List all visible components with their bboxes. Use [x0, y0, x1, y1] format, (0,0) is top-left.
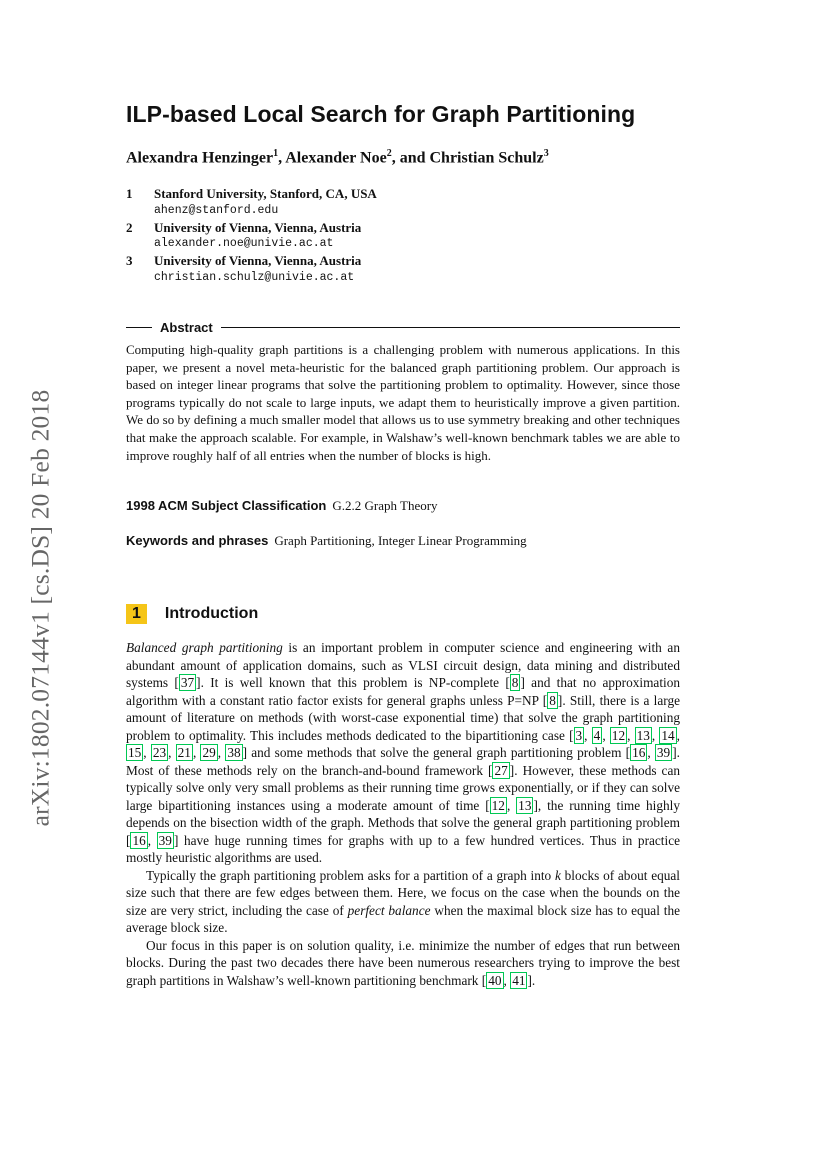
acm-label: 1998 ACM Subject Classification	[126, 498, 327, 513]
author-affiliation-mark: 3	[543, 148, 549, 159]
affiliation-row	[126, 253, 680, 270]
citation-link[interactable]: 23	[152, 745, 167, 760]
affiliation-name: Stanford University, Stanford, CA, USA	[154, 186, 377, 201]
affiliation-email[interactable]: christian.schulz@univie.ac.at	[154, 270, 355, 284]
citation-link[interactable]: 8	[511, 675, 519, 690]
keywords-value: Graph Partitioning, Integer Linear Programming	[274, 533, 527, 548]
author-list	[126, 148, 549, 167]
citation-link[interactable]: 39	[158, 832, 172, 848]
emphasized-text: k	[554, 867, 561, 883]
affiliation-list	[126, 186, 680, 287]
affiliation-number: 3	[126, 253, 133, 269]
body-paragraph: Typically the graph partitioning problem asks for a partition of a graph into k blocks of about equal size such that there are few edges between them. Here, we focus on the case when the bounds on the size are very strict, including the case of perfect balance when the maximal block size has to equal the average block size.	[126, 867, 680, 935]
citation-link[interactable]: 21	[177, 745, 191, 760]
abstract-heading-label: Abstract	[160, 320, 213, 335]
citation-link[interactable]: 15	[128, 745, 142, 760]
author-separator: , and	[391, 149, 430, 167]
citation-link[interactable]: 16	[632, 745, 646, 760]
arxiv-stamp-text: arXiv:1802.07144v1 [cs.DS] 20 Feb 2018	[25, 389, 55, 827]
author-name: Christian Schulz	[429, 149, 544, 167]
citation-link[interactable]: 27	[494, 762, 508, 778]
affiliation-row	[126, 220, 680, 237]
citation-link[interactable]: 37	[180, 675, 195, 690]
body-paragraph: Balanced graph partitioning is an important problem in computer science and engineering with an abundant amount of application domains, such as VLSI circuit design, data mining and distributed systems [ 37 ]. It is well known that this problem is NP-complete [ 8 ] and that no approximation algorithm with a constant ratio factor exists for general graphs unless P=NP [ 8 ]. Still, there is a large amount of literature on methods (with worst-case exponential time) that solve the graph partitioning problem to optimality. This includes methods dedicated to the bipartitioning case [ 3 , 4 , 12 , 13 , 14 , 15 , 23 , 21 , 29 , 38 ] and some methods that solve the general graph partitioning problem [ 16 , 39 ]. Most of these methods rely on the branch-and-bound framework [ 27 ]. However, these methods can typically solve only very small problems as their running time grows exponentially, or if they can solve large bipartitioning instances using a moderate amount of time [ 12 , 13 ], the running time highly depends on the bisection width of the graph. Methods that solve the general graph partitioning problem [ 16 , 39 ] have huge running times for graphs with up to a few hundred vertices. Thus in practice mostly heuristic algorithms are used.	[126, 640, 681, 865]
citation-link[interactable]: 4	[593, 727, 601, 743]
keywords-label: Keywords and phrases	[126, 533, 269, 548]
arxiv-stamp	[20, 368, 60, 848]
abstract-rule-left	[126, 327, 152, 328]
author-separator: ,	[278, 149, 286, 167]
abstract-text: Computing high-quality graph partitions is a challenging problem with numerous applications. In this paper, we present a novel meta-heuristic for the balanced graph partitioning problem. Our approach is based on integer linear programs that solve the partitioning problem to optimality. However, since those programs typically do not scale to large inputs, we adapt them to heuristically improve a given partition. We do so by defining a much smaller model that allows us to use symmetry breaking and other techniques that make the approach scalable. For example, in Walshaw’s well-known benchmark tables we are able to improve roughly half of all entries when the number of blocks is high.	[126, 342, 680, 463]
citation-link[interactable]: 40	[488, 972, 502, 988]
affiliation-email[interactable]: ahenz@stanford.edu	[154, 203, 279, 217]
citation-link[interactable]: 13	[518, 797, 532, 813]
citation-link[interactable]: 8	[549, 692, 556, 708]
paper-title: ILP-based Local Search for Graph Partitioning	[126, 101, 636, 127]
emphasized-text: perfect balance	[347, 902, 431, 918]
abstract-heading	[126, 320, 680, 335]
author-affiliation-mark: 2	[386, 148, 392, 159]
citation-link[interactable]: 29	[202, 745, 216, 760]
citation-link[interactable]: 13	[636, 727, 650, 743]
author-affiliation-mark: 1	[273, 148, 279, 159]
affiliation-row	[126, 186, 680, 203]
affiliation-name: University of Vienna, Vienna, Austria	[154, 219, 362, 235]
section-number: 1	[126, 604, 147, 624]
citation-link[interactable]: 41	[512, 972, 526, 988]
keywords	[126, 533, 527, 549]
author-name: Alexander Noe	[285, 149, 387, 167]
citation-link[interactable]: 39	[656, 745, 671, 760]
acm-classification	[126, 498, 438, 514]
citation-link[interactable]: 38	[227, 745, 241, 760]
emphasized-text: Balanced graph partitioning	[126, 640, 283, 655]
author-name: Alexandra Henzinger	[126, 149, 274, 167]
abstract-rule-right	[221, 327, 680, 328]
affiliation-number: 2	[126, 219, 133, 235]
section-heading	[126, 604, 258, 624]
acm-value: G.2.2 Graph Theory	[332, 498, 438, 513]
citation-link[interactable]: 3	[575, 727, 583, 743]
affiliation-email[interactable]: alexander.noe@univie.ac.at	[154, 237, 334, 251]
section-body	[126, 639, 680, 989]
citation-link[interactable]: 16	[132, 832, 146, 848]
citation-link[interactable]: 12	[611, 727, 626, 743]
citation-link[interactable]: 14	[661, 727, 675, 743]
affiliation-number: 1	[126, 186, 133, 201]
section-title: Introduction	[164, 605, 259, 622]
affiliation-name: University of Vienna, Vienna, Austria	[154, 253, 362, 269]
body-paragraph: Our focus in this paper is on solution quality, i.e. minimize the number of edges that run between blocks. During the past two decades there have been numerous researchers trying to improve the best graph partitions in Walshaw’s well-known partitioning benchmark [ 40 , 41 ].	[126, 937, 680, 988]
citation-link[interactable]: 12	[491, 797, 505, 813]
